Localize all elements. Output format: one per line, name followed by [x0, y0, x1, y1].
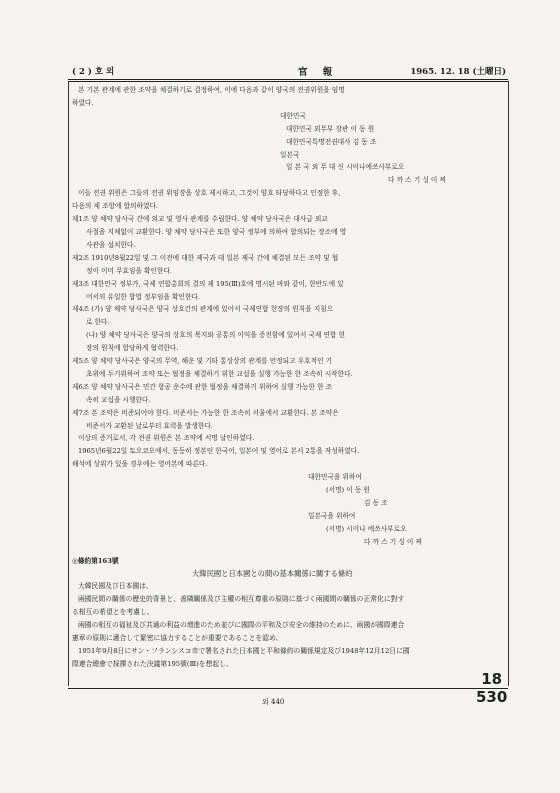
text-line: 兩國民間の關係の歷史的背景と、善隣關係及び主權の相互尊重の原則に基づく兩國間の關係の正常化に對す — [78, 595, 405, 604]
text-line: る相互の希望とを考慮し、 — [72, 608, 154, 617]
text-line: 대한민국 외무부 장관 이 동 원 — [286, 124, 375, 133]
page-stamp — [476, 672, 507, 705]
header-rule — [68, 79, 508, 80]
text-line: 제7조 본 조약은 비준되어야 한다. 비준서는 가능한 한 조속히 서울에서 교환한다. 본 조약은 — [72, 408, 339, 417]
page-header — [68, 64, 508, 78]
text-line: (서명) 시이나 에쓰사부로오 — [326, 524, 407, 533]
text-line: 비준서가 교환된 날로부터 효력을 발생한다. — [86, 421, 213, 430]
left-margin-rule — [68, 81, 69, 686]
text-line: 사관을 설치한다. — [86, 240, 136, 249]
text-line: 제3조 대한민국 정부가, 국제 연합총회의 결의 제 195(Ⅲ)호에 명시된 바와 같이, 한반도에 있 — [72, 279, 344, 288]
text-line: 대한민국 — [280, 111, 306, 120]
text-line: 어서의 유일한 합법 정부임을 확인한다. — [86, 292, 200, 301]
text-line: 장의 원칙에 합당하게 협력한다. — [86, 344, 179, 353]
text-line: (서명) 이 동 원 — [326, 486, 370, 495]
text-line: 大韓民國及び日本國は、 — [78, 582, 153, 591]
stamp-top-number: 18 — [476, 672, 507, 689]
text-line: 兩國の相互の福祉及び共通の利益の增進のため並びに國際の平和及び安全の維持のために、兩國が國際連合 — [78, 621, 405, 630]
text-line: 대한민국을 위하여 — [308, 473, 362, 482]
text-line: 제2조 1910년8월22일 및 그 이전에 대한 제국과 대 일본 제국 간에 체결된 모든 조약 및 협 — [72, 253, 339, 262]
text-line: 大韓民國と日本國との間の基本關係に關する條約 — [192, 568, 353, 578]
text-line: 일본국 — [280, 150, 300, 159]
text-line: (나) 양 체약 당사국은 양국의 상호의 복지와 공통의 이익을 증진함에 있어서 국제 연합 헌 — [86, 331, 345, 340]
text-line: 이들 전권 위원은 그들의 전권 위임장을 상호 제시하고, 그것이 양호 타당하다고 인정한 후, — [78, 189, 341, 198]
text-line: 제4조 (가) 양 체약 당사국은 양국 상호간의 관계에 있어서 국제연합 헌장의 원칙을 지침으 — [72, 305, 334, 314]
text-line: 일본국을 위하여 — [308, 511, 356, 520]
text-line: 제1조 양 체약 당사국 간에 외교 및 영사 관계를 수립한다. 양 체약 당사국은 대사급 외교 — [72, 215, 328, 224]
text-line: ◎條約第163號 — [72, 556, 119, 565]
stamp-bottom-number: 530 — [476, 688, 508, 706]
text-line: 일 본 국 외 무 대 신 시이나에쓰사부로오 — [286, 163, 405, 172]
text-line: 제6조 양 체약 당사국은 민간 항공 운수에 관한 협정을 체결하기 위하여 실행 가능한 한 조 — [72, 382, 333, 391]
text-line: 김 동 조 — [364, 499, 388, 507]
text-line: 1965년6월22일 토오쿄오에서, 동등히 정본인 한국어, 일본어 및 영어로 본서 2통을 작성하였다. — [78, 447, 360, 456]
text-line: 다음의 제 조항에 합의하였다. — [72, 202, 159, 211]
footer-page-number: 외 440 — [262, 698, 285, 706]
text-line: 憲章の原則に適合して緊密に協力することが重要であることを認め、 — [72, 634, 283, 643]
text-line: 際連合總會で採擇された決議第195號(Ⅲ)を想起し、 — [72, 659, 233, 668]
text-line: 정이 이미 무효임을 확인한다. — [86, 266, 173, 275]
treaty-text-body — [72, 84, 504, 671]
text-line: 해석에 상위가 있을 경우에는 영어본에 따른다. — [72, 460, 208, 469]
text-line: 이상의 증거로서, 각 전권 위원은 본 조약에 서명 날인하였다. — [78, 434, 255, 443]
issue-date: 1965. 12. 18 (土曜日) — [410, 67, 506, 77]
text-line: 제5조 양 체약 당사국은 양국의 무역, 해운 및 기타 통상상의 관계를 안정되고 우호적인 기 — [72, 357, 333, 366]
gazette-title: 官 報 — [298, 67, 339, 78]
text-line: 다 까 스 기 싱 이 찌 — [364, 537, 422, 546]
header-rule-2 — [68, 81, 508, 82]
footer-rule — [68, 688, 508, 689]
text-line: 1951年9月8日にサン・フランシスコ市で署名された日本國と平和條約の關係規定及び1948年12月12日に國 — [78, 646, 410, 655]
text-line: 초위에 두기위하여 조약 또는 협정을 체결하기 위한 교섭을 실행 가능한 한 조속히 시작한다. — [86, 369, 353, 378]
text-line: 대한민국특명전권대사 김 동 조 — [286, 137, 377, 146]
text-line: 본 기본 관계에 관한 조약을 체결하기로 결정하여, 이에 다음과 같이 양국의 전권위원을 임명 — [78, 86, 345, 94]
text-line: 로 한다. — [86, 318, 110, 327]
text-line: 하였다. — [72, 98, 94, 107]
text-line: 속히 교섭을 시행한다. — [86, 395, 151, 404]
page-number-label: ( 2 ) 호 외 — [72, 67, 115, 77]
text-line: 다 까 스 기 싱 이 찌 — [388, 176, 446, 185]
right-margin-rule — [508, 81, 509, 686]
text-line: 사절을 지체없이 교환한다. 양 체약 당사국은 또한 양국 정부에 의하여 합의되는 장소에 영 — [86, 227, 347, 236]
